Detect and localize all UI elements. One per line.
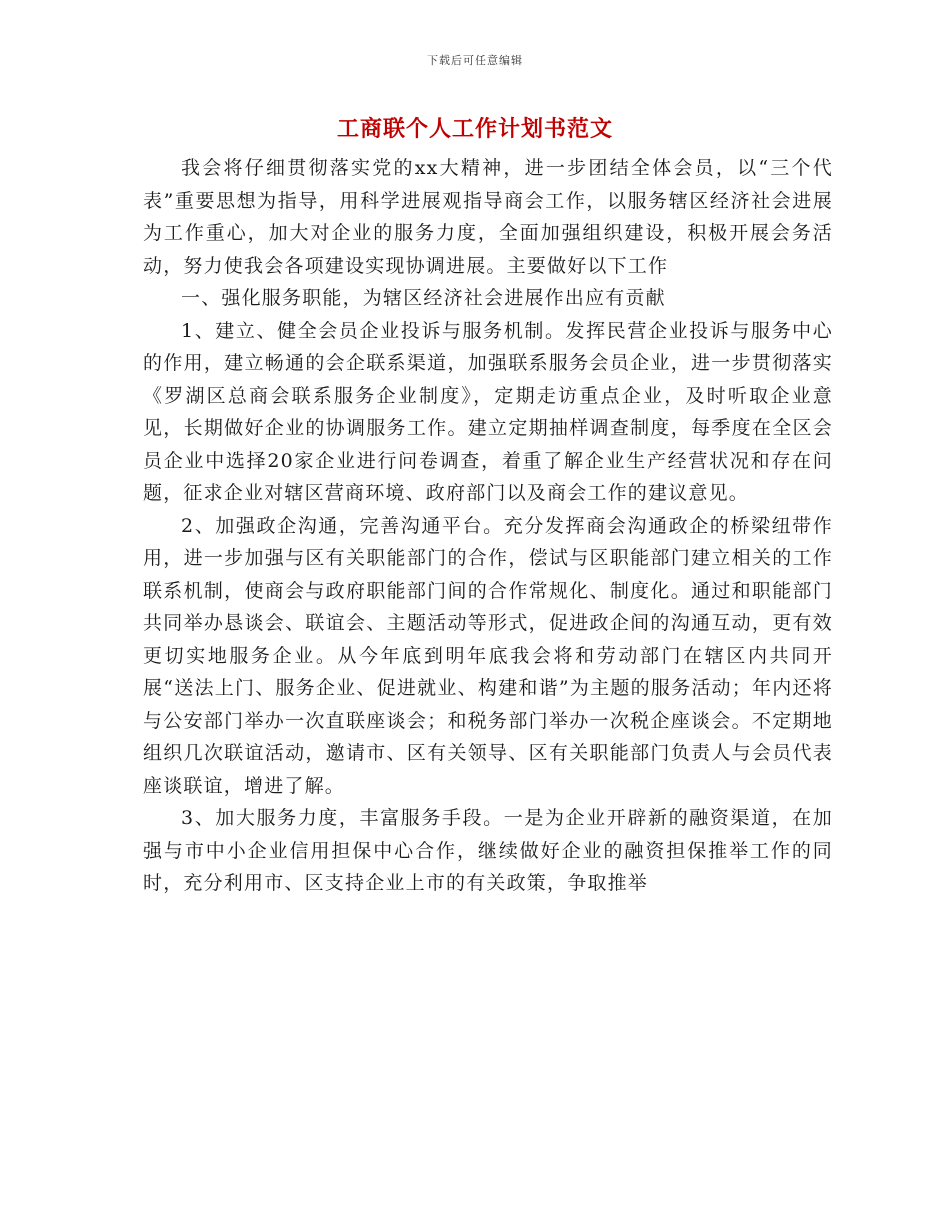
document-title: 工商联个人工作计划书范文	[336, 116, 613, 142]
paragraph-item-1: 1、建立、健全会员企业投诉与服务机制。发挥民营企业投诉与服务中心的作用，建立畅通的会企联系渠道，加强联系服务会员企业，进一步贯彻落实《罗湖区总商会联系服务企业制度》，定期走访重点企业，及时听取企业意见，长期做好企业的协调服务工作。建立定期抽样调查制度，每季度在全区会员企业中选择20家企业进行问卷调查，着重了解企业生产经营状况和存在问题，征求企业对辖区营商环境、政府部门以及商会工作的建议意见。	[143, 319, 833, 504]
paragraph-intro: 我会将仔细贯彻落实党的xx大精神，进一步团结全体会员，以“三个代表”重要思想为指导，用科学进展观指导商会工作，以服务辖区经济社会进展为工作重心，加大对企业的服务力度，全面加强组织建设，积极开展会务活动，努力使我会各项建设实现协调进展。主要做好以下工作	[143, 157, 833, 277]
paragraph-item-3: 3、加大服务力度，丰富服务手段。一是为企业开辟新的融资渠道，在加强与市中小企业信用担保中心合作，继续做好企业的融资担保推举工作的同时，充分利用市、区支持企业上市的有关政策，争取推举	[143, 807, 833, 894]
page-header-note: 下载后可任意编辑	[427, 54, 523, 67]
paragraph-item-2: 2、加强政企沟通，完善沟通平台。充分发挥商会沟通政企的桥梁纽带作用，进一步加强与区有关职能部门的合作，偿试与区职能部门建立相关的工作联系机制，使商会与政府职能部门间的合作常规化、制度化。通过和职能部门共同举办恳谈会、联谊会、主题活动等形式，促进政企间的沟通互动，更有效更切实地服务企业。从今年底到明年底我会将和劳动部门在辖区内共同开展“送法上门、服务企业、促进就业、构建和谐”为主题的服务活动；年内还将与公安部门举办一次直联座谈会；和税务部门举办一次税企座谈会。不定期地组织几次联谊活动，邀请市、区有关领导、区有关职能部门负责人与会员代表座谈联谊，增进了解。	[143, 514, 833, 797]
document-body	[143, 152, 833, 900]
section-heading-1: 一、强化服务职能，为辖区经济社会进展作出应有贡献	[181, 287, 666, 309]
